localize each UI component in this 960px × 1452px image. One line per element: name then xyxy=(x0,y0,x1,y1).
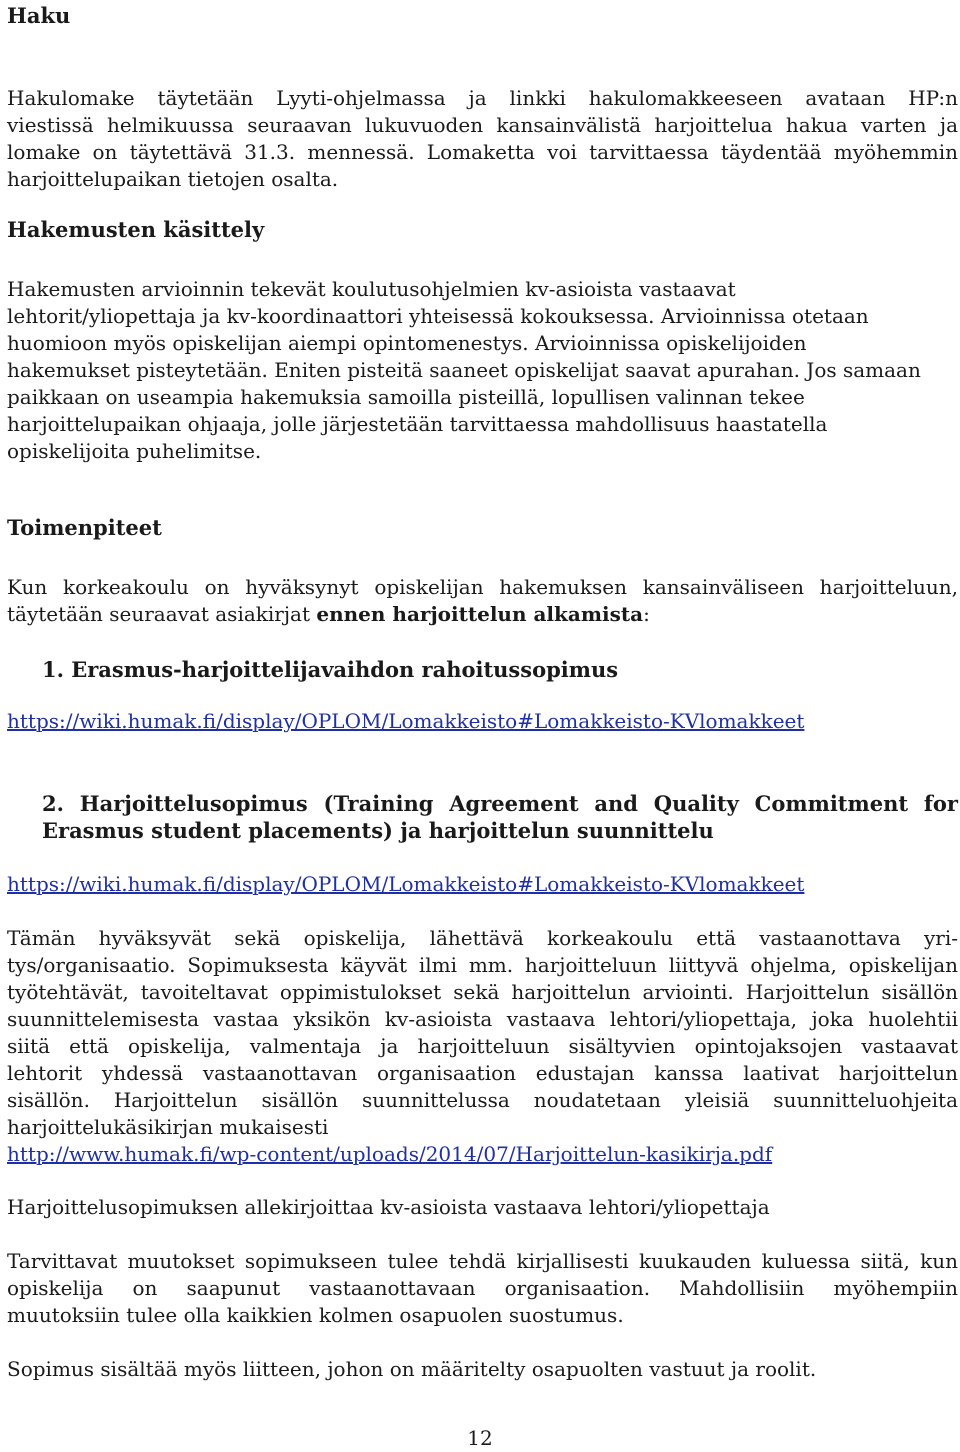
kasittely-line: opiskelijoita puhelimitse. xyxy=(7,439,262,463)
manual-link[interactable]: http://www.humak.fi/wp-content/uploads/2014/07/Harjoittelun-kasikirja.pdf xyxy=(7,1142,773,1166)
kasittely-line: lehtorit/yliopettaja ja kv-koordinaattori yhteisessä kokouksessa. Arvioinnissa otetaan xyxy=(7,304,869,328)
item-2-manual-link-row xyxy=(7,1141,958,1168)
item-2-title-line: Erasmus student placements) ja harjoittelun suunnittelu xyxy=(42,818,714,843)
toimenpiteet-emphasis: ennen harjoittelun alkamista xyxy=(316,602,644,626)
heading-toimenpiteet: Toimenpiteet xyxy=(7,515,162,540)
kasittely-paragraph xyxy=(7,276,958,465)
toimenpiteet-line: Kun korkeakoulu on hyväksynyt opiskelijan hakemuksen kansainväliseen harjoitteluun, xyxy=(7,575,958,599)
kasittely-line: hakemukset pisteytetään. Eniten pisteitä saaneet opiskelijat saavat apurahan. Jos samaan xyxy=(7,358,921,382)
item-2-link-row xyxy=(7,871,958,898)
signer-paragraph: Harjoittelusopimuksen allekirjoittaa kv-asioista vastaava lehtori/yliopettaja xyxy=(7,1195,770,1219)
page-number: 12 xyxy=(467,1426,493,1450)
haku-line: Hakulomake täytetään Lyyti-ohjelmassa ja linkki hakulomakkeeseen avataan HP:n xyxy=(7,86,958,110)
toimenpiteet-paragraph xyxy=(7,574,958,628)
kasittely-line: harjoittelupaikan ohjaaja, jolle järjestetään tarvittaessa mahdollisuus haastatella xyxy=(7,412,828,436)
toimenpiteet-line xyxy=(7,601,958,628)
item-2-line: harjoittelukäsikirjan mukaisesti xyxy=(7,1115,329,1139)
changes-line: muutoksiin tulee olla kaikkien kolmen osapuolen suostumus. xyxy=(7,1303,624,1327)
kasittely-line: Hakemusten arvioinnin tekevät koulutusohjelmien kv-asioista vastaavat xyxy=(7,277,736,301)
kasittely-line: paikkaan on useampia hakemuksia samoilla pisteillä, lopullisen valinnan tekee xyxy=(7,385,805,409)
item-2-line: siitä että opiskelija, valmentaja ja harjoitteluun sisältyvien opintojaksojen vastaavat xyxy=(7,1034,958,1058)
item-2-line: tys/organisaatio. Sopimuksesta käyvät ilmi mm. harjoitteluun liittyvä ohjelma, opiskelijan xyxy=(7,953,958,977)
toimenpiteet-colon: : xyxy=(643,602,650,626)
haku-paragraph xyxy=(7,85,958,193)
item-2-title xyxy=(42,790,958,844)
heading-hakemusten-kasittely: Hakemusten käsittely xyxy=(7,217,265,242)
heading-haku: Haku xyxy=(7,3,71,28)
changes-line: Tarvittavat muutokset sopimukseen tulee tehdä kirjallisesti kuukauden kuluessa siitä, kun xyxy=(7,1249,958,1273)
haku-line: viestissä helmikuussa seuraavan lukuvuoden kansainvälistä harjoittelua hakua varten ja xyxy=(7,113,958,137)
changes-paragraph xyxy=(7,1248,958,1329)
toimenpiteet-text: täytetään seuraavat asiakirjat xyxy=(7,602,317,626)
haku-line: lomake on täytettävä 31.3. mennessä. Lomaketta voi tarvittaessa täydentää myöhemmin xyxy=(7,140,958,164)
item-1-link[interactable]: https://wiki.humak.fi/display/OPLOM/Lomakkeisto#Lomakkeisto-KVlomakkeet xyxy=(7,709,805,733)
appendix-paragraph: Sopimus sisältää myös liitteen, johon on määritelty osapuolten vastuut ja roolit. xyxy=(7,1357,817,1381)
item-2-title-line: 2. Harjoittelusopimus (Training Agreement and Quality Commitment for xyxy=(42,791,958,816)
kasittely-line: huomioon myös opiskelijan aiempi opintomenestys. Arvioinnissa opiskelijoiden xyxy=(7,331,807,355)
item-2-link[interactable]: https://wiki.humak.fi/display/OPLOM/Lomakkeisto#Lomakkeisto-KVlomakkeet xyxy=(7,872,805,896)
item-1-title: 1. Erasmus-harjoittelijavaihdon rahoitussopimus xyxy=(42,657,619,682)
item-2-line: työtehtävät, tavoiteltavat oppimistulokset sekä harjoittelun arviointi. Harjoittelun sisällön xyxy=(7,980,958,1004)
item-2-line: Tämän hyväksyvät sekä opiskelija, lähettävä korkeakoulu että vastaanottava yri- xyxy=(7,926,958,950)
item-2-line: lehtorit yhdessä vastaanottavan organisaation edustajan kanssa laativat harjoittelun xyxy=(7,1061,958,1085)
item-2-paragraph xyxy=(7,925,958,1168)
item-1-link-row xyxy=(7,708,958,735)
item-2-line: suunnittelemisesta vastaa yksikön kv-asioista vastaava lehtori/yliopettaja, joka huolehtii xyxy=(7,1007,958,1031)
item-2-line: sisällön. Harjoittelun sisällön suunnittelussa noudatetaan yleisiä suunnitteluohjeita xyxy=(7,1088,958,1112)
haku-line: harjoittelupaikan tietojen osalta. xyxy=(7,167,339,191)
changes-line: opiskelija on saapunut vastaanottavaan organisaation. Mahdollisiin myöhempiin xyxy=(7,1276,958,1300)
